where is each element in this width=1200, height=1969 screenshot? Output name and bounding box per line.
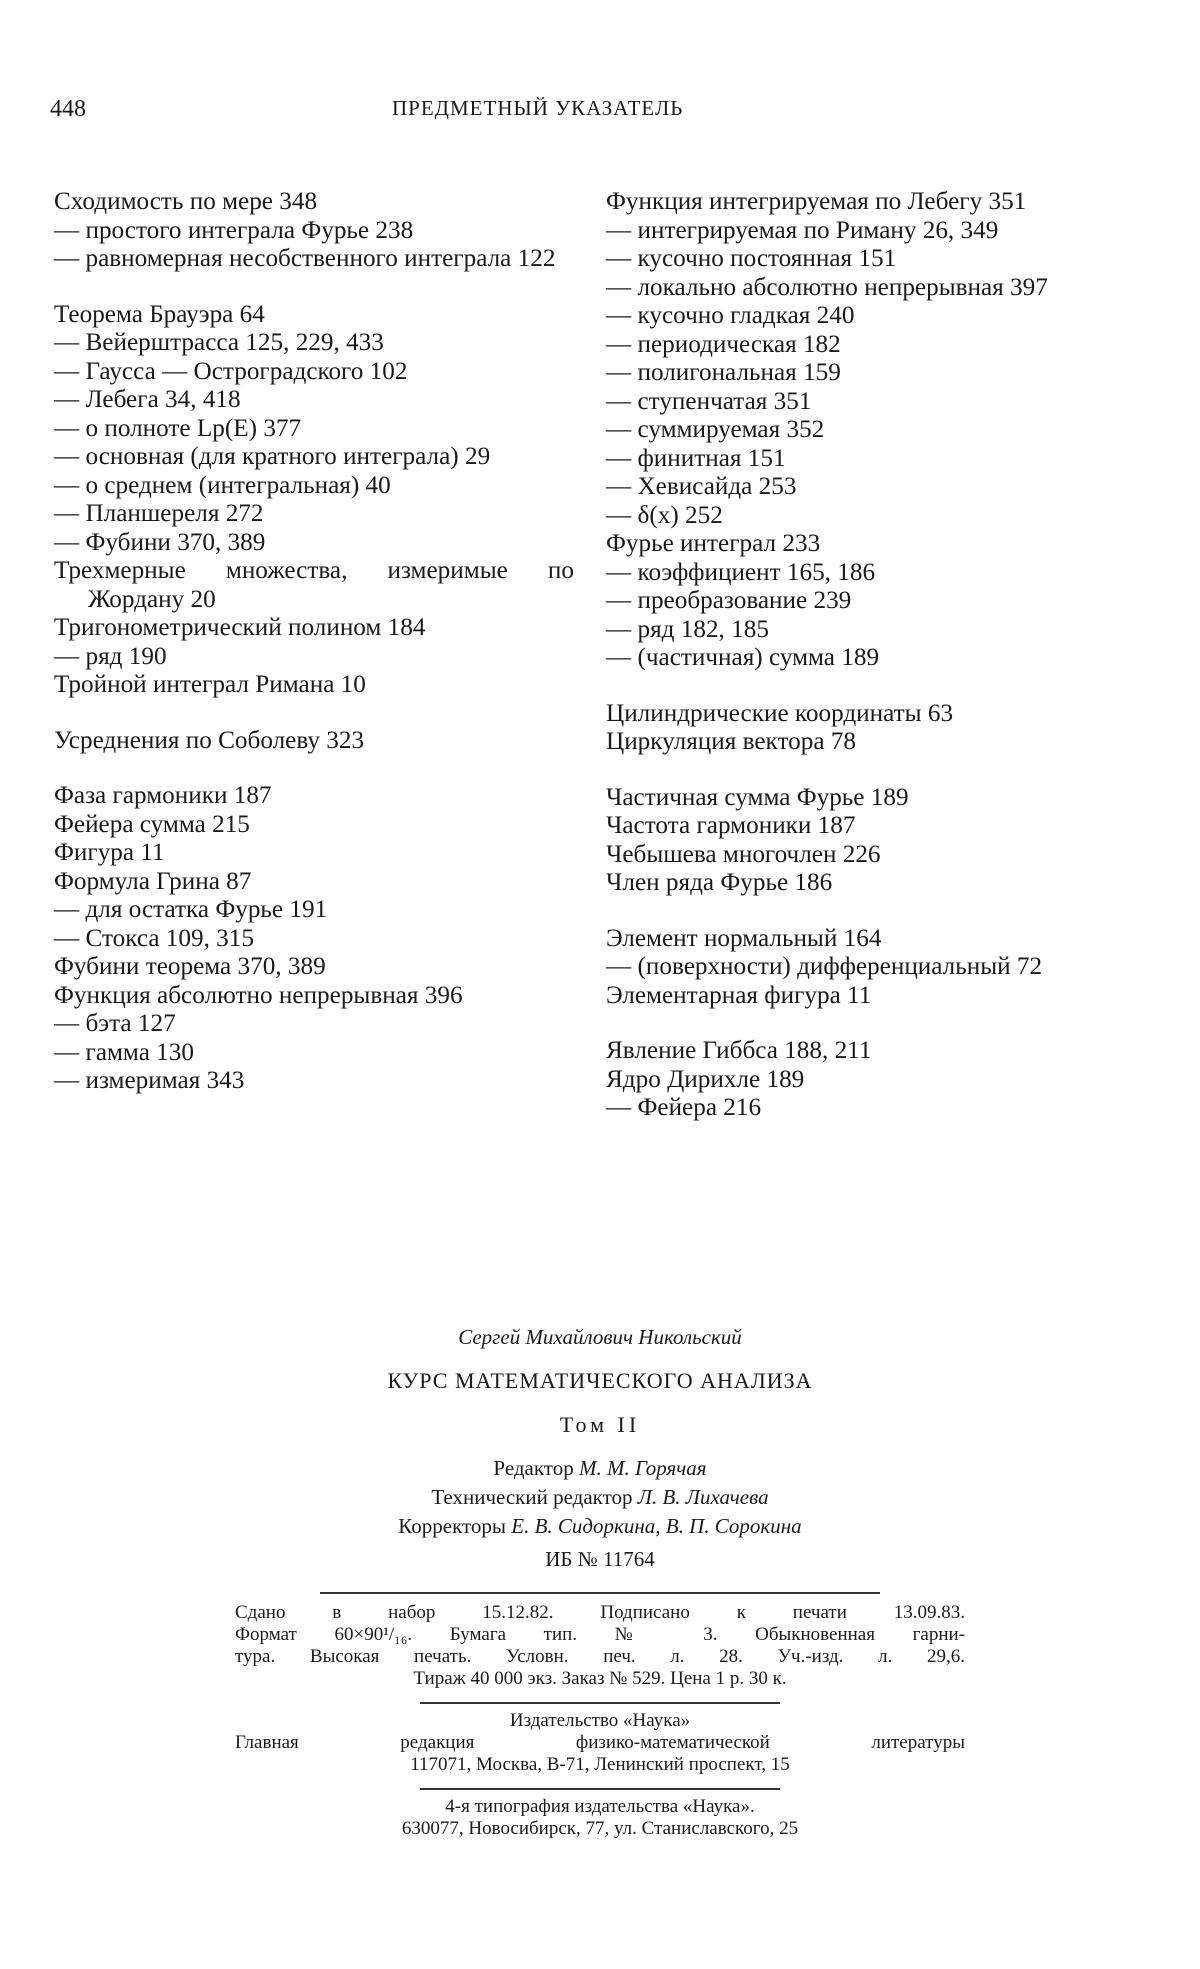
index-entry: Ядро Дирихле 189 <box>606 1065 805 1093</box>
index-entry: Усреднения по Соболеву 323 <box>54 726 365 754</box>
author-name: Сергей Михайлович Никольский <box>458 1325 742 1349</box>
index-entry: Чебышева многочлен 226 <box>606 840 881 868</box>
index-entry: — Гаусса — Остроградского 102 <box>54 357 408 385</box>
index-entry: — Планшереля 272 <box>54 500 264 527</box>
printer-line: 630077, Новосибирск, 77, ул. Станиславского, 25 <box>401 1818 799 1839</box>
index-left-column <box>54 188 574 1123</box>
index-entry: — преобразование 239 <box>606 587 852 614</box>
publisher-block <box>235 1710 965 1776</box>
index-entry: — простого интеграла Фурье 238 <box>54 216 414 244</box>
printer-line: 4-я типография издательства «Наука». <box>445 1796 755 1817</box>
printer-block <box>0 1796 1200 1840</box>
index-entry: — для остатка Фурье 191 <box>54 896 328 923</box>
imprint-line: Сдано в набор 15.12.82. Подписано к печати 13.09.83. <box>235 1602 965 1623</box>
index-entry: — финитная 151 <box>606 444 786 472</box>
index-entry: Фурье интеграл 233 <box>606 530 821 557</box>
index-entry: — о полноте Lp(E) 377 <box>54 414 302 442</box>
index-entry: — δ(x) 252 <box>606 501 723 529</box>
editor-line: Редактор М. М. Горячая <box>493 1456 707 1480</box>
index-entry: Частота гармоники 187 <box>606 812 856 839</box>
publisher-line: 117071, Москва, В-71, Ленинский проспект, 15 <box>410 1754 790 1775</box>
imprint-line: Тираж 40 000 экз. Заказ № 529. Цена 1 р. 30 к. <box>413 1668 787 1689</box>
imprint-line: тура. Высокая печать. Условн. печ. л. 28. Уч.-изд. л. 29,6. <box>235 1646 965 1667</box>
index-entry: Циркуляция вектора 78 <box>606 728 856 755</box>
publisher-line: Главная редакция физико-математической литературы <box>235 1732 965 1753</box>
index-entry: — Фубини 370, 389 <box>54 528 266 556</box>
index-entry: — полигональная 159 <box>606 359 841 386</box>
index-entry: — кусочно постоянная 151 <box>606 245 897 272</box>
index-entry: — Стокса 109, 315 <box>54 924 254 952</box>
index-entry: Цилиндрические координаты 63 <box>606 699 954 727</box>
index-entry: — локально абсолютно непрерывная 397 <box>606 273 1048 301</box>
index-entry: Фигура 11 <box>54 839 165 866</box>
imprint-block <box>235 1602 965 1690</box>
editors-list <box>0 1454 1200 1541</box>
ib-number: ИБ № 11764 <box>545 1547 655 1571</box>
index-entry: Функция интегрируемая по Лебегу 351 <box>606 188 1027 215</box>
index-entry: — (частичная) сумма 189 <box>606 644 880 671</box>
index-group <box>54 301 574 700</box>
book-title: КУРС МАТЕМАТИЧЕСКОГО АНАЛИЗА <box>387 1368 813 1393</box>
divider-rule <box>420 1788 780 1790</box>
index-entry: — Хевисайда 253 <box>606 473 797 500</box>
index-entry: Член ряда Фурье 186 <box>606 869 833 896</box>
index-entry: Сходимость по мере 348 <box>54 188 318 215</box>
index-group <box>54 727 574 756</box>
index-entry: — периодическая 182 <box>606 330 841 358</box>
running-head: ПРЕДМЕТНЫЙ УКАЗАТЕЛЬ <box>392 96 684 120</box>
index-group <box>606 700 1126 757</box>
index-entry: — кусочно гладкая 240 <box>606 302 855 329</box>
index-entry: Элементарная фигура 11 <box>606 981 872 1009</box>
index-entry: Фубини теорема 370, 389 <box>54 953 326 980</box>
imprint-line: Формат 60×90¹/₁₆. Бумага тип. № 3. Обыкновенная гарни- <box>235 1624 965 1645</box>
index-entry: Трехмерные множества, измеримые по Жордану 20 <box>54 557 574 613</box>
colophon <box>0 1325 1200 1840</box>
index-entry: — гамма 130 <box>54 1038 194 1066</box>
index-entry: Фаза гармоники 187 <box>54 782 272 809</box>
index-entry: Явление Гиббса 188, 211 <box>606 1037 872 1064</box>
index-entry: — о среднем (интегральная) 40 <box>54 471 391 499</box>
index-entry: Тригонометрический полином 184 <box>54 614 426 641</box>
index-entry: — ступенчатая 351 <box>606 387 812 415</box>
index-entry: — ряд 190 <box>54 642 167 670</box>
index-entry: — основная (для кратного интеграла) 29 <box>54 443 491 470</box>
index-entry: Формула Грина 87 <box>54 867 252 895</box>
technical-editor-line: Технический редактор Л. В. Лихачева <box>431 1485 769 1509</box>
index-entry: Частичная сумма Фурье 189 <box>606 783 909 811</box>
index-entry: Тройной интеграл Римана 10 <box>54 671 366 698</box>
index-entry: — Фейера 216 <box>606 1094 762 1121</box>
publisher-line: Издательство «Наука» <box>509 1710 691 1731</box>
index-group <box>54 188 574 274</box>
index-entry: — равномерная несобственного интеграла 122 <box>54 245 556 272</box>
index-entry: — (поверхности) дифференциальный 72 <box>606 953 1043 980</box>
divider-rule <box>320 1592 880 1594</box>
index-entry: — интегрируемая по Риману 26, 349 <box>606 216 999 244</box>
index-group <box>606 188 1126 673</box>
index-entry: — ряд 182, 185 <box>606 615 769 643</box>
index-group <box>54 782 574 1096</box>
index-group <box>606 1037 1126 1123</box>
index-entry: — Лебега 34, 418 <box>54 386 241 413</box>
page-number: 448 <box>50 96 86 122</box>
proofreaders-line: Корректоры Е. В. Сидоркина, В. П. Сорокина <box>398 1514 802 1538</box>
index-entry: — суммируемая 352 <box>606 416 825 443</box>
index-entry: — Вейерштрасса 125, 229, 433 <box>54 329 384 356</box>
index-entry: Элемент нормальный 164 <box>606 924 882 952</box>
index-group <box>606 784 1126 898</box>
divider-rule <box>420 1702 780 1704</box>
index-right-column <box>606 188 1126 1150</box>
volume-label: Том II <box>559 1412 641 1437</box>
index-entry: — измеримая 343 <box>54 1067 245 1094</box>
index-entry: Функция абсолютно непрерывная 396 <box>54 981 463 1009</box>
index-group <box>606 925 1126 1011</box>
index-entry: Теорема Брауэра 64 <box>54 300 265 328</box>
index-entry: — бэта 127 <box>54 1010 176 1037</box>
index-entry: — коэффициент 165, 186 <box>606 558 876 586</box>
index-entry: Фейера сумма 215 <box>54 810 250 838</box>
